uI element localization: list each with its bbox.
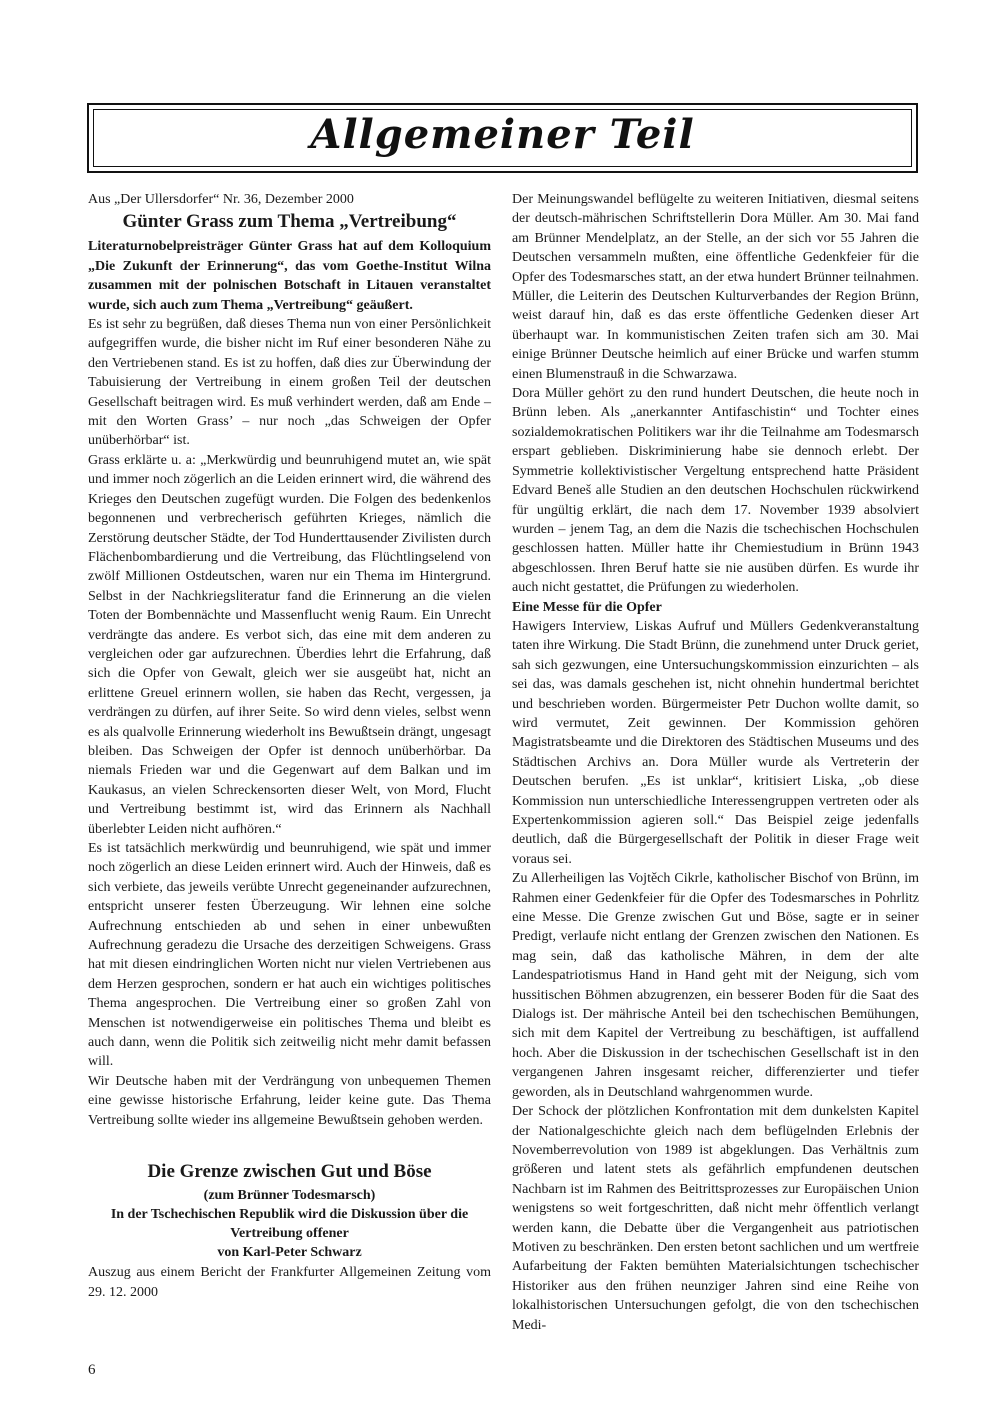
article2-title: Die Grenze zwischen Gut und Böse [147,1161,432,1183]
article2-subhead: Eine Messe für die Opfer [512,599,662,615]
article1-paragraph: Es ist sehr zu begrüßen, daß dieses Thema nun von einer Persönlichkeit aufgegriffen wurde, die bisher nicht im Ruf einer besonderen Nähe zu den Vertriebenen stand. Es ist zu hoffen, daß dies zur Überwindung der Tabuisierung der Vertreibung in einem großen Teil der deutschen Gesellschaft beitragen wird. Es muß verhindert werden, daß am Ende – mit den Worten Grass’ – nur noch „das Schweigen der Opfer unüberhörbar“ ist. [88,317,491,449]
article1-paragraph: Grass erklärte u. a: „Merkwürdig und beunruhigend mutet an, wie spät und immer noch zögerlich an die Leiden erinnert wird, die während des Krieges den Deutschen zugefügt wurden. Die Folgen des bedenkenlos begonnenen und verbrecherisch geführten Krieges, nämlich die Zerstörung deutscher Städte, der Tod Hunderttausender Zivilisten durch Flächenbombardierung und die Vertreibung, das Flüchtlingselend von zwölf Millionen Ostdeutschen, waren nur ein Thema im Hintergrund. Selbst in der Nachkriegsliteratur fand die Erinnerung an die vielen Toten der Bombennächte und Massenflucht wenig Raum. Ein Unrecht verdrängte das andere. Es verbot sich, das eine mit dem anderen zu vergleichen oder gar aufzurechnen. Überdies lehrt die Erfahrung, daß sich die Opfer von Gewalt, gleich wer sie ausgeübt hat, nicht an erlittene Greuel erinnern wollen, sie haben das Recht, vergessen, ja verdrängen zu dürfen, auf ihrer Seite. So wird denn vieles, selbst wenn es als qualvolle Erinnerung wiederholt ins Bewußtsein drängt, ungesagt bleiben. Das Schweigen der Opfer ist dennoch unüberhörbar. Da niemals Frieden war und die Gegenwart auf dem Balkan und im Kaukasus, an vielen Schreckensorten dieser Welt, von Mord, Flucht und Vertreibung bestimmt ist, wird das Erinnern als Nachhall überlebter Leiden nicht aufhören.“ [88,452,491,837]
article-separator-space [88,1130,491,1161]
left-column [88,190,491,1302]
article2-paragraph: Hawigers Interview, Liskas Aufruf und Müllers Gedenkveranstaltung taten ihre Wirkung. Die Stadt Brünn, die zunehmend unter Druck geriet, sah sich gezwungen, eine Untersuchungskommission einzurichten – als sei das, was damals geschehen ist, nicht ohnehin hundertmal berichtet und beschrieben worden. Bürgermeister Petr Duchon wollte damit, so wird vermutet, Zeit gewinnen. Der Kommission gehören Magistratsbeamte und die Direktoren des Städtischen Museums und des Städtischen Archivs an. Dora Müller wurde als Vertreterin der Deutschen berufen. „Es ist unklar“, kritisiert Liska, „ob diese Kommission nun unterschiedliche Interessengruppen vertreten oder als Expertenkommission agieren soll.“ Das Beispiel zeige jedenfalls deutlich, daß die Bürgergesellschaft der Politik in dieser Frage weit voraus sei. [512,618,919,867]
article2-subtitle: (zum Brünner Todesmarsch) [203,1188,376,1204]
article1-paragraph: Wir Deutsche haben mit der Verdrängung von unbequemen Themen eine gewisse historische Erfahrung, leider keine gute. Das Thema Vertreibung sollte wieder ins allgemeine Bewußtsein gehoben werden. [88,1073,491,1128]
right-column [512,190,919,1335]
article2-deck: In der Tschechischen Republik wird die Diskussion über die Vertreibung offener [110,1207,469,1242]
article2-paragraph: Der Schock der plötzlichen Konfrontation mit dem dunkelsten Kapitel der Nationalgeschichte gleich nach dem beflügelnden Erlebnis der Novemberrevolution von 1989 ist abgeklungen. Das Verhältnis zum größeren und latent stets als gefährlich empfundenen deutschen Nachbarn ist im Rahmen des Beitrittsprozesses zur Europäischen Union wenigstens so weit fortgeschritten, daß nicht mehr öffentlich verlangt werden kann, die Debatte über die Vergangenheit aus patriotischen Motiven zu beschränken. Den ersten betont sachlichen und um wertfreie Aufarbeitung der Fakten bemühten Materialsichtungen tschechischer Historiker aus den frühen neunziger Jahren sind eine Reihe von lokalhistorischen Untersuchungen gefolgt, die von den tschechischen Medi- [512,1104,919,1333]
article2-paragraph: Der Meinungswandel beflügelte zu weiteren Initiativen, diesmal seitens der deutsch-mährischen Schriftstellerin Dora Müller. Am 30. Mai fand am Brünner Mendelplatz, an der Stelle, an der sich vor 55 Jahren die Deutschen versammeln mußten, eine öffentliche Gedenkfeier für die Opfer des Todesmarsches statt, an der etwa hundert Brünner teilnahmen. Müller, die Leiterin des Deutschen Kulturverbandes der Region Brünn, weist darauf hin, daß es das erste öffentliche Gedenken dieser Art überhaupt war. In kommunistischen Zeiten trafen sich am 30. Mai einige Brünner Deutsche heimlich auf einer Brücke und warfen stumm einen Blumenstrauß in die Schwarzawa. [512,192,919,382]
article2-source: Auszug aus einem Bericht der Frankfurter Allgemeinen Zeitung vom 29. 12. 2000 [88,1265,491,1300]
article1-source: Aus „Der Ullersdorfer“ Nr. 36, Dezember 2000 [88,192,354,207]
article1-title: Günter Grass zum Thema „Vertreibung“ [122,211,457,233]
article2-paragraph: Zu Allerheiligen las Vojtěch Cikrle, katholischer Bischof von Brünn, im Rahmen einer Gedenkfeier für die Opfer des Todesmarsches in Pohrlitz eine Messe. Die Grenze zwischen Gut und Böse, sagte er in seiner Predigt, verlaufe nicht entlang der Grenzen zwischen den Nationen. Es mag sein, daß das katholische Mähren, in dem der alte Landespatriotismus Hand in Hand geht mit der Neigung, sich vom hussitischen Böhmen abzugrenzen, ein besserer Boden für die Saat des Dialogs ist. Der mährische Anteil bei den tschechischen Bemühungen, sich mit dem Kapitel der Vertreibung zu beschäftigen, ist auffallend hoch. Aber die Diskussion in der tschechischen Gesellschaft ist in den vergangenen Jahren insgesamt reicher, differenzierter und tiefer geworden, als in Deutschland wahrgenommen wurde. [512,871,919,1100]
article2-paragraph: Dora Müller gehört zu den rund hundert Deutschen, die heute noch in Brünn leben. Als „anerkannter Antifaschistin“ und Tochter eines sozialdemokratischen Politikers war ihr die Teilnahme am Todesmarsch erspart geblieben. Diskriminierung habe sie dennoch erlebt. Der Symmetrie kollektivistischer Vergeltung entsprechend hatte Präsident Edvard Beneš alle Studien an den deutschen Hochschulen rückwirkend für ungültig erklärt, die nach dem 17. November 1939 absolviert wurden – jenem Tag, an dem die Nazis die tschechischen Hochschulen geschlossen hatten. Müller hatte ihr Chemiestudium in Brünn 1943 abgeschlossen. Ihren Beruf hatte sie nie ausüben dürfen. Es wurde ihr auch nicht gestattet, die Prüfungen zu wiederholen. [512,386,919,596]
section-header-title: Allgemeiner Teil [310,111,695,158]
article2-byline: von Karl-Peter Schwarz [217,1245,362,1261]
page-number: 6 [88,1362,96,1378]
article1-lead: Literaturnobelpreisträger Günter Grass hat auf dem Kolloquium „Die Zukunft der Erinnerung“, das vom Goethe-Institut Wilna zusammen mit der polnischen Botschaft in Litauen veranstaltet wurde, sich auch zum Thema „Vertreibung“ geäußert. [88,239,491,313]
article1-paragraph: Es ist tatsächlich merkwürdig und beunruhigend, wie spät und immer noch zögerlich an diese Leiden erinnert wird. Auch der Hinweis, daß es sich verbiete, das jeweils verübte Unrecht gegeneinander aufzurechnen, entspricht unserer festen Überzeugung. Wir lehnen eine solche Aufrechnung entschieden ab und sehen in einer unbewußten Aufrechnung geradezu die Ursache des derzeitigen Schweigens. Grass hat mit diesen eindringlichen Worten nicht nur vielen Vertriebenen aus dem Herzen gesprochen, sondern er hat auch ein wichtiges politisches Thema angesprochen. Die Vertreibung einer so großen Zahl von Menschen ist notwendigerweise ein politisches Thema und bleibt es auch dann, wenn die Politik sich zeitweilig nicht mehr damit befassen will. [88,841,491,1070]
section-header-box [87,103,918,173]
